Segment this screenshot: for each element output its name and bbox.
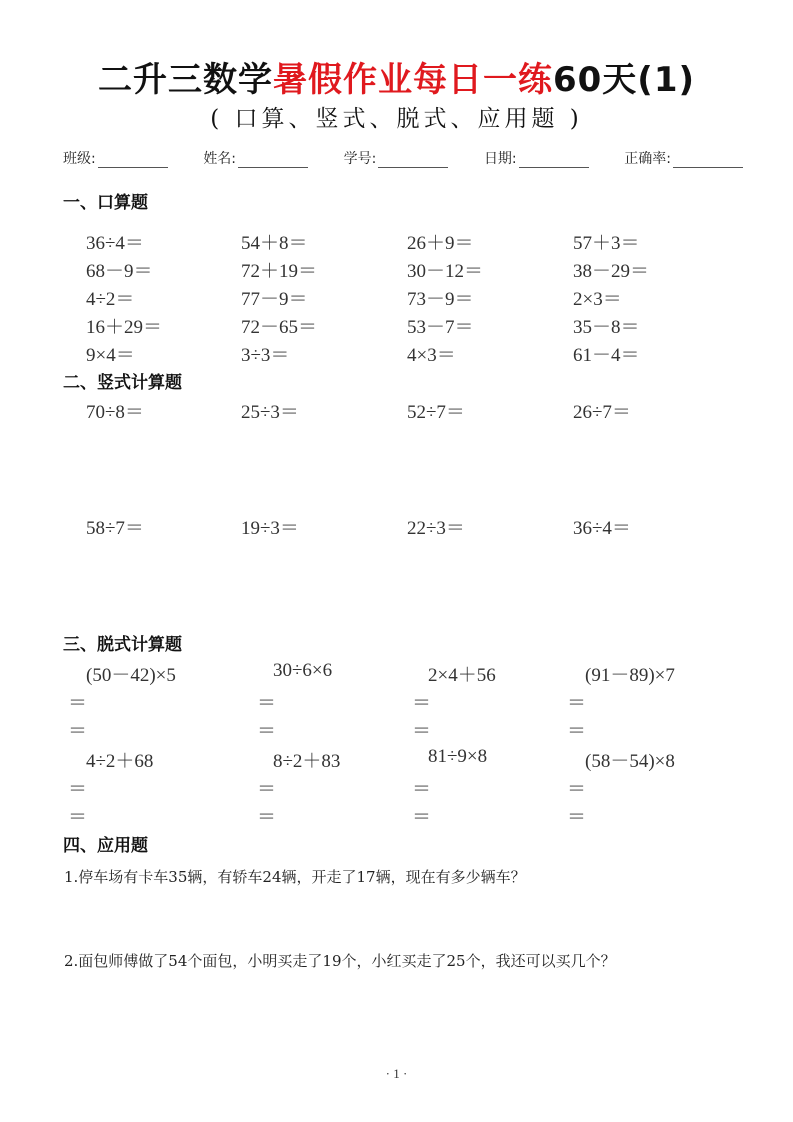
- oral-item: 53－7＝: [407, 317, 474, 338]
- page-number: · 1 ·: [385, 1066, 408, 1081]
- page-subtitle: ( 口算、竖式、脱式、应用题 ): [210, 106, 583, 132]
- oral-item: 57＋3＝: [573, 233, 640, 254]
- oral-item: 2×3＝: [573, 289, 622, 310]
- oral-item: 26＋9＝: [407, 233, 474, 254]
- oral-item: 61－4＝: [573, 345, 640, 366]
- stepwise-item: 2×4＋56: [428, 665, 496, 686]
- equals-line: ＝: [257, 779, 277, 800]
- vertical-item: 52÷7＝: [407, 402, 465, 423]
- oral-item: 36÷4＝: [86, 233, 144, 254]
- equals-line: ＝: [257, 693, 277, 714]
- vertical-item: 22÷3＝: [407, 518, 465, 539]
- equals-line: ＝: [257, 721, 277, 742]
- equals-line: ＝: [68, 779, 88, 800]
- oral-item: 16＋29＝: [86, 317, 163, 338]
- oral-item: 4×3＝: [407, 345, 456, 366]
- equals-line: ＝: [257, 807, 277, 828]
- vertical-item: 19÷3＝: [241, 518, 299, 539]
- oral-item: 72＋19＝: [241, 261, 318, 282]
- student-id-label: 学号:: [343, 151, 377, 167]
- student-id-field[interactable]: [344, 148, 449, 168]
- word-problem-2: 2.面包师傅做了54个面包，小明买走了19个，小红买走了25个，我还可以买几个？: [64, 952, 616, 970]
- accuracy-field[interactable]: [624, 148, 743, 168]
- class-field[interactable]: [63, 148, 168, 168]
- vertical-item: 36÷4＝: [573, 518, 631, 539]
- title-suffix: 60天(1): [552, 60, 696, 100]
- equals-line: ＝: [567, 779, 587, 800]
- stepwise-item: (50－42)×5: [86, 665, 176, 686]
- stepwise-item: 4÷2＋68: [86, 751, 154, 772]
- oral-item: 35－8＝: [573, 317, 640, 338]
- stepwise-item: 81÷9×8: [428, 746, 488, 767]
- equals-line: ＝: [412, 721, 432, 742]
- title-highlight: 暑假作业每日一练: [272, 60, 553, 100]
- page-title: [0, 52, 793, 101]
- oral-item: 9×4＝: [86, 345, 135, 366]
- title-prefix: 二升三数学: [97, 60, 273, 100]
- accuracy-label: 正确率:: [624, 151, 671, 167]
- student-id-blank[interactable]: [378, 151, 448, 168]
- oral-item: 68－9＝: [86, 261, 153, 282]
- name-field[interactable]: [203, 148, 308, 168]
- equals-line: ＝: [567, 693, 587, 714]
- equals-line: ＝: [412, 693, 432, 714]
- word-problem-1: 1.停车场有卡车35辆，有轿车24辆，开走了17辆，现在有多少辆车？: [64, 868, 526, 886]
- date-label: 日期:: [483, 151, 517, 167]
- stepwise-item: 8÷2＋83: [273, 751, 341, 772]
- equals-line: ＝: [567, 807, 587, 828]
- vertical-item: 58÷7＝: [86, 518, 144, 539]
- stepwise-item: (58－54)×8: [585, 751, 675, 772]
- stepwise-item: 30÷6×6: [273, 660, 333, 681]
- date-blank[interactable]: [519, 151, 589, 168]
- name-blank[interactable]: [238, 151, 308, 168]
- date-field[interactable]: [484, 148, 589, 168]
- class-label: 班级:: [63, 151, 96, 167]
- oral-item: 30－12＝: [407, 261, 484, 282]
- vertical-item: 25÷3＝: [241, 402, 299, 423]
- section-vertical-title: 二、竖式计算题: [63, 373, 182, 393]
- oral-item: 4÷2＝: [86, 289, 135, 310]
- name-label: 姓名:: [203, 151, 237, 167]
- section-stepwise-title: 三、脱式计算题: [63, 635, 182, 655]
- accuracy-blank[interactable]: [673, 151, 743, 168]
- oral-item: 77－9＝: [241, 289, 308, 310]
- equals-line: ＝: [68, 807, 88, 828]
- oral-item: 54＋8＝: [241, 233, 308, 254]
- equals-line: ＝: [68, 721, 88, 742]
- equals-line: ＝: [68, 693, 88, 714]
- oral-item: 3÷3＝: [241, 345, 290, 366]
- class-blank[interactable]: [98, 151, 168, 168]
- section-oral-title: 一、口算题: [63, 193, 148, 213]
- oral-item: 73－9＝: [407, 289, 474, 310]
- vertical-item: 26÷7＝: [573, 402, 631, 423]
- student-info-bar: [63, 148, 743, 168]
- section-word-title: 四、应用题: [63, 836, 148, 856]
- equals-line: ＝: [412, 807, 432, 828]
- vertical-item: 70÷8＝: [86, 402, 144, 423]
- oral-item: 72－65＝: [241, 317, 318, 338]
- stepwise-item: (91－89)×7: [585, 665, 675, 686]
- equals-line: ＝: [412, 779, 432, 800]
- equals-line: ＝: [567, 721, 587, 742]
- oral-item: 38－29＝: [573, 261, 650, 282]
